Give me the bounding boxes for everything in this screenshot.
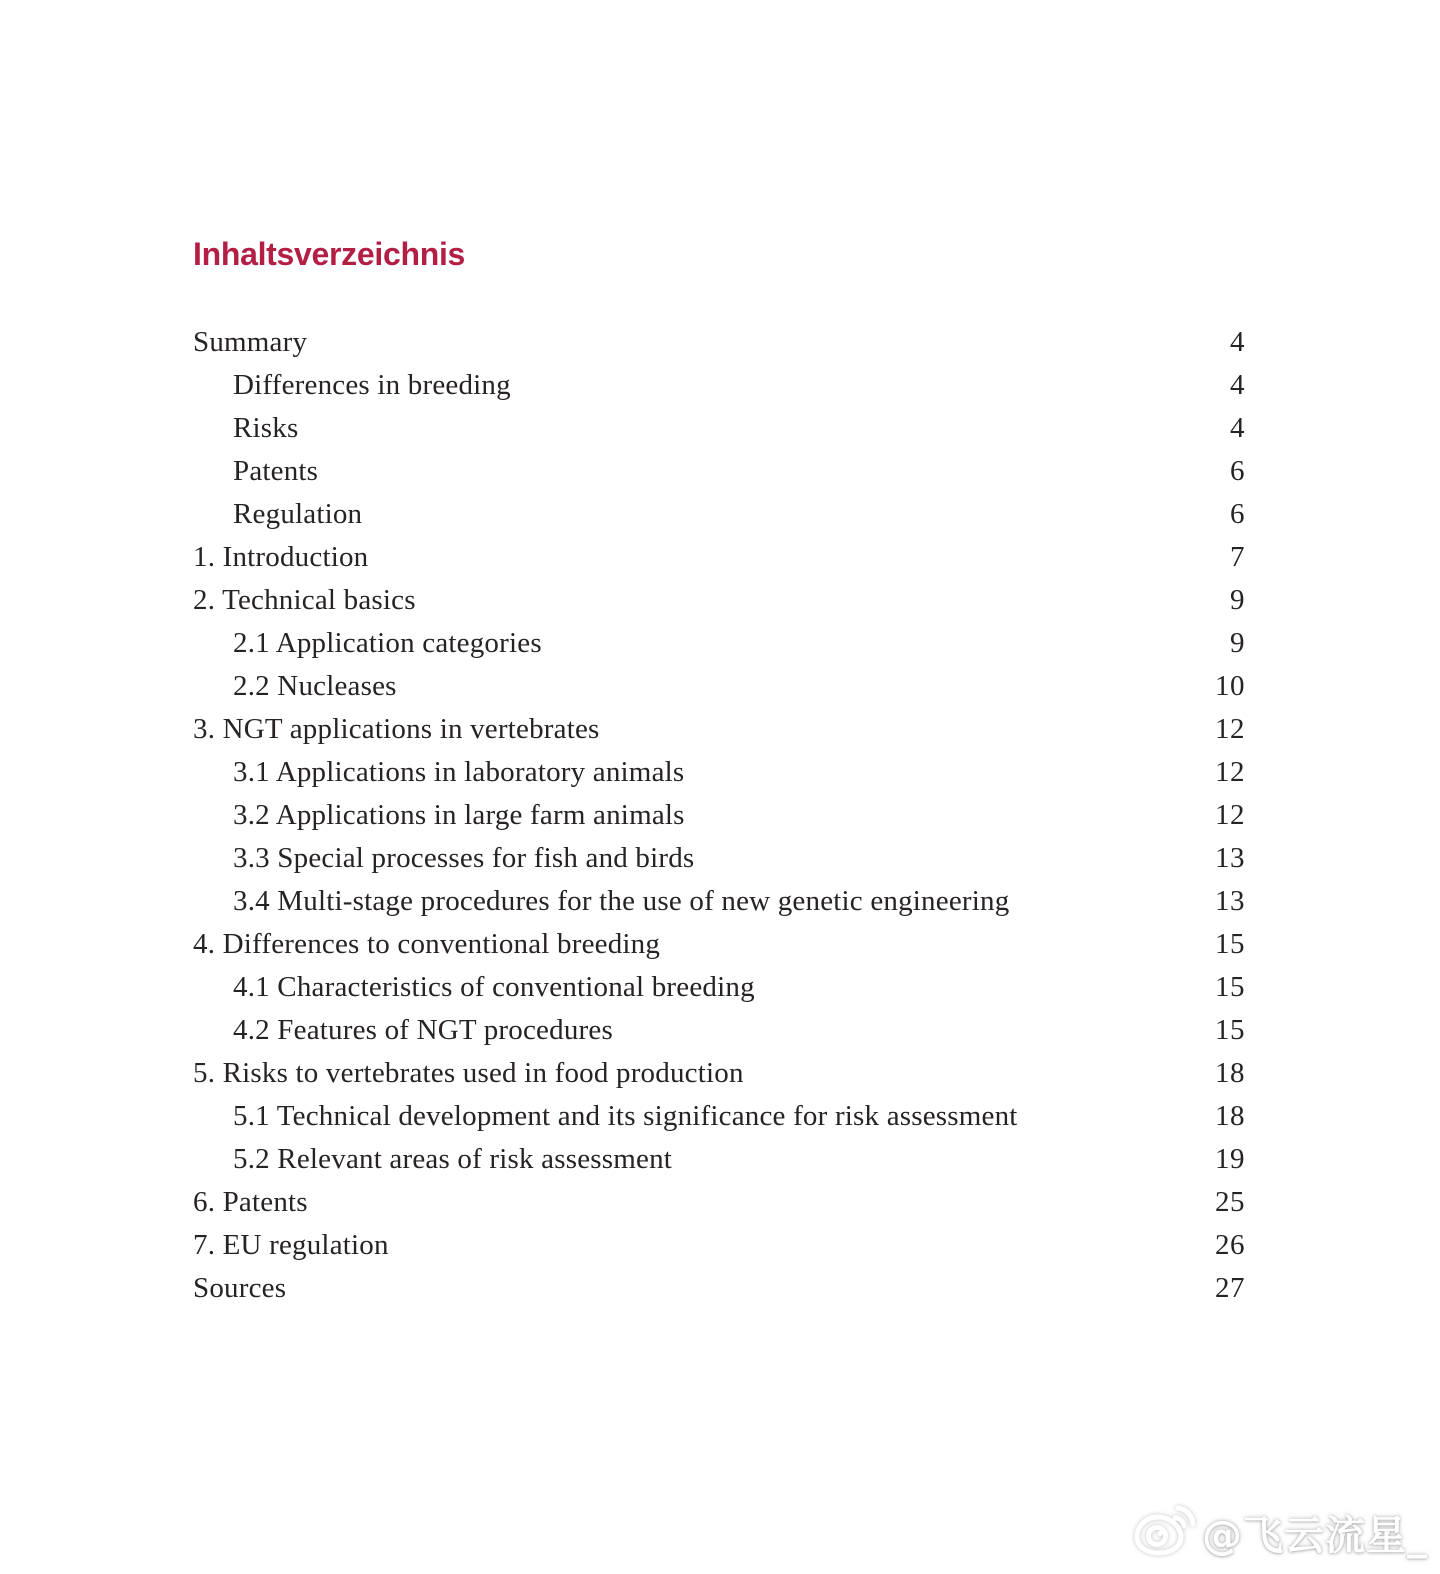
toc-entry[interactable] (193, 536, 1245, 579)
weibo-icon (1134, 1503, 1196, 1562)
toc-entry[interactable] (193, 493, 1245, 536)
toc-entry-page: 25 (1215, 1186, 1245, 1218)
toc-entry[interactable] (193, 794, 1245, 837)
toc-entry-label: 6. Patents (193, 1186, 308, 1218)
toc-entry[interactable] (193, 708, 1245, 751)
toc-entry[interactable] (193, 966, 1245, 1009)
toc-entry-page: 19 (1215, 1143, 1245, 1175)
toc-entry[interactable] (193, 665, 1245, 708)
toc-entry[interactable] (193, 1224, 1245, 1267)
toc-entry[interactable] (193, 622, 1245, 665)
toc-entry-page: 4 (1230, 326, 1245, 358)
toc-entry-label: 4.1 Characteristics of conventional breeding (233, 971, 755, 1003)
toc-entry-label: 3.2 Applications in large farm animals (233, 799, 685, 831)
toc-entry[interactable] (193, 1052, 1245, 1095)
toc-entry-page: 27 (1215, 1272, 1245, 1304)
toc-entry-label: Differences in breeding (233, 369, 511, 401)
toc-entry-label: 5. Risks to vertebrates used in food production (193, 1057, 744, 1089)
toc-entry-label: 4.2 Features of NGT procedures (233, 1014, 613, 1046)
page-title: Inhaltsverzeichnis (193, 236, 466, 272)
toc-entry-label: Summary (193, 326, 308, 358)
watermark (1134, 1503, 1428, 1562)
toc-entry[interactable] (193, 364, 1245, 407)
toc-entry-page: 15 (1215, 928, 1245, 960)
toc-entry-label: 4. Differences to conventional breeding (193, 928, 661, 960)
toc-entry-label: 1. Introduction (193, 541, 369, 573)
toc-entry-page: 9 (1230, 584, 1245, 616)
toc-entry-page: 15 (1215, 1014, 1245, 1046)
toc-entry-page: 12 (1215, 799, 1245, 831)
watermark-text: @飞云流星_ (1202, 1513, 1428, 1559)
toc-entry-label: Risks (233, 412, 299, 444)
toc-entry[interactable] (193, 837, 1245, 880)
toc-entry[interactable] (193, 751, 1245, 794)
toc-entry-page: 4 (1230, 412, 1245, 444)
toc-list (193, 321, 1245, 1310)
toc-entry[interactable] (193, 1009, 1245, 1052)
toc-entry-label: 3. NGT applications in vertebrates (193, 713, 600, 745)
toc-entry[interactable] (193, 880, 1245, 923)
toc-entry[interactable] (193, 579, 1245, 622)
toc-entry-label: 5.2 Relevant areas of risk assessment (233, 1143, 673, 1175)
toc-entry-label: 2.2 Nucleases (233, 670, 397, 702)
toc-entry[interactable] (193, 450, 1245, 493)
toc-entry[interactable] (193, 1138, 1245, 1181)
toc-entry[interactable] (193, 1095, 1245, 1138)
toc-entry-page: 10 (1215, 670, 1245, 702)
toc-entry-page: 13 (1215, 885, 1245, 917)
toc-content (193, 236, 1245, 1310)
toc-entry-page: 6 (1230, 498, 1245, 530)
toc-entry-page: 12 (1215, 756, 1245, 788)
toc-entry-page: 6 (1230, 455, 1245, 487)
toc-entry-page: 13 (1215, 842, 1245, 874)
toc-entry-label: 2.1 Application categories (233, 627, 542, 659)
toc-entry-page: 12 (1215, 713, 1245, 745)
toc-entry[interactable] (193, 923, 1245, 966)
toc-entry-label: 3.4 Multi-stage procedures for the use of new genetic engineering (233, 885, 1010, 917)
toc-entry[interactable] (193, 1267, 1245, 1310)
toc-entry-label: 7. EU regulation (193, 1229, 389, 1261)
toc-entry-label: 2. Technical basics (193, 584, 416, 616)
toc-entry-page: 18 (1215, 1100, 1245, 1132)
toc-entry-page: 7 (1230, 541, 1245, 573)
toc-entry[interactable] (193, 407, 1245, 450)
toc-entry-label: 5.1 Technical development and its significance for risk assessment (233, 1100, 1018, 1132)
toc-entry-page: 26 (1215, 1229, 1245, 1261)
toc-entry-page: 9 (1230, 627, 1245, 659)
toc-entry[interactable] (193, 1181, 1245, 1224)
toc-entry-page: 4 (1230, 369, 1245, 401)
toc-entry-label: 3.1 Applications in laboratory animals (233, 756, 685, 788)
toc-entry-page: 18 (1215, 1057, 1245, 1089)
toc-entry-label: Sources (193, 1272, 287, 1304)
toc-entry-label: Regulation (233, 498, 363, 530)
toc-entry-label: 3.3 Special processes for fish and birds (233, 842, 695, 874)
toc-entry[interactable] (193, 321, 1245, 364)
toc-entry-page: 15 (1215, 971, 1245, 1003)
toc-entry-label: Patents (233, 455, 319, 487)
